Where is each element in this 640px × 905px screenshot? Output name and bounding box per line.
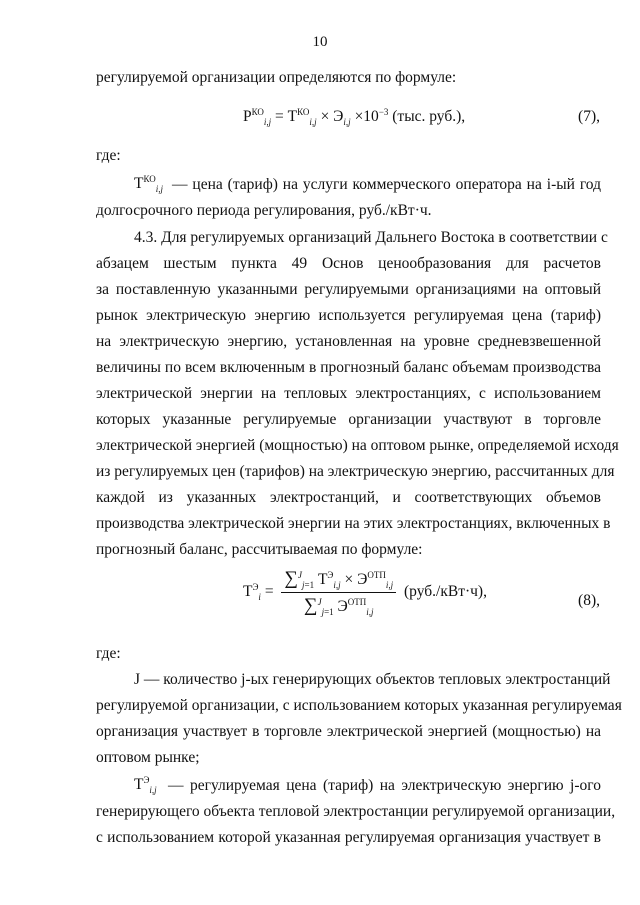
text-line: где: <box>96 645 121 662</box>
text-line: регулируемой организации, с использованием которых указанная регулируемая <box>96 697 622 714</box>
text-line: каждой из указанных электростанций, и соответствующих объемов <box>96 489 601 506</box>
page-number: 10 <box>312 34 328 50</box>
formula-8-units: (руб./кВт·ч), <box>404 583 487 601</box>
text-line: генерирующего объекта тепловой электростанции регулируемой организации, <box>96 803 616 820</box>
formula-7-number: (7), <box>578 108 600 125</box>
text-line: — цена (тариф) на услуги коммерческого оператора на i-ый год <box>172 176 601 193</box>
text-line: регулируемой организации определяются по формуле: <box>96 69 457 86</box>
text-line: 4.3. Для регулируемых организаций Дальнего Востока в соответствии с <box>134 229 608 246</box>
text-line: величины по всем включенным в прогнозный баланс объемам производства <box>96 359 601 376</box>
text-line: абзацем шестым пункта 49 Основ ценообразования для расчетов <box>96 255 601 272</box>
text-line: организация участвует в торговле электрической энергией (мощностью) на <box>96 723 601 740</box>
text-line: электрической энергии на тепловых электростанциях, с использованием <box>96 385 601 402</box>
text-line: — регулируемая цена (тариф) на электрическую энергию j-ого <box>168 777 601 794</box>
text-line: которых указанные регулируемые организации участвуют в торговле <box>96 411 601 428</box>
text-line: оптовом рынке; <box>96 749 200 766</box>
text-line: электрической энергией (мощностью) на оптовом рынке, определяемой исходя <box>96 437 619 454</box>
formula-8-fraction: $\frac{\sum^J_{j=1} Т^Э_{i,j} \times Э^{ОТП}_{i,j}}{\sum^J_{j=1} Э^{ОТП}_{i,j}}$ <box>281 568 396 617</box>
text-line: производства электрической энергии на этих электростанциях, включенных в <box>96 515 611 532</box>
formula-8-number: (8), <box>578 592 600 609</box>
text-line: из регулируемых цен (тарифов) на электрическую энергию, рассчитанных для <box>96 463 615 480</box>
text-line: с использованием которой указанная регулируемая организация участвует в <box>96 829 601 846</box>
symbol-t-ko: $Т^{КО}_{i,j}$ <box>134 173 164 195</box>
text-line: J — количество j-ых генерирующих объектов тепловых электростанций <box>134 671 611 688</box>
text-line: на электрическую энергию, установленная на уровне средневзвешенной <box>96 333 601 350</box>
text-line: где: <box>96 147 121 164</box>
symbol-t-e: $Т^Э_{i,j}$ <box>134 774 157 796</box>
text-line: рынок электрическую энергию используется регулируемая цена (тариф) <box>96 307 601 324</box>
formula-8: $Т^Э_i$ = $\frac{\sum^J_{j=1} Т^Э_{i,j} \times Э^{ОТП}_{i,j}}{\sum^J_{j=1} Э^{ОТП}_{i,j}}$ (руб./кВт·ч), <box>243 568 487 618</box>
text-line: долгосрочного периода регулирования, руб./кВт·ч. <box>96 202 432 219</box>
formula-7: $Р^{КО}_{i,j} = Т^{КО}_{i,j} \times Э_{i,j} \times 10^{-3}$ (тыс. руб.), <box>243 106 466 128</box>
formula-7-units: (тыс. руб.), <box>392 108 466 125</box>
text-line: за поставленную указанными регулируемыми организациями на оптовый <box>96 281 601 298</box>
text-line: прогнозный баланс, рассчитываемая по формуле: <box>96 541 423 558</box>
